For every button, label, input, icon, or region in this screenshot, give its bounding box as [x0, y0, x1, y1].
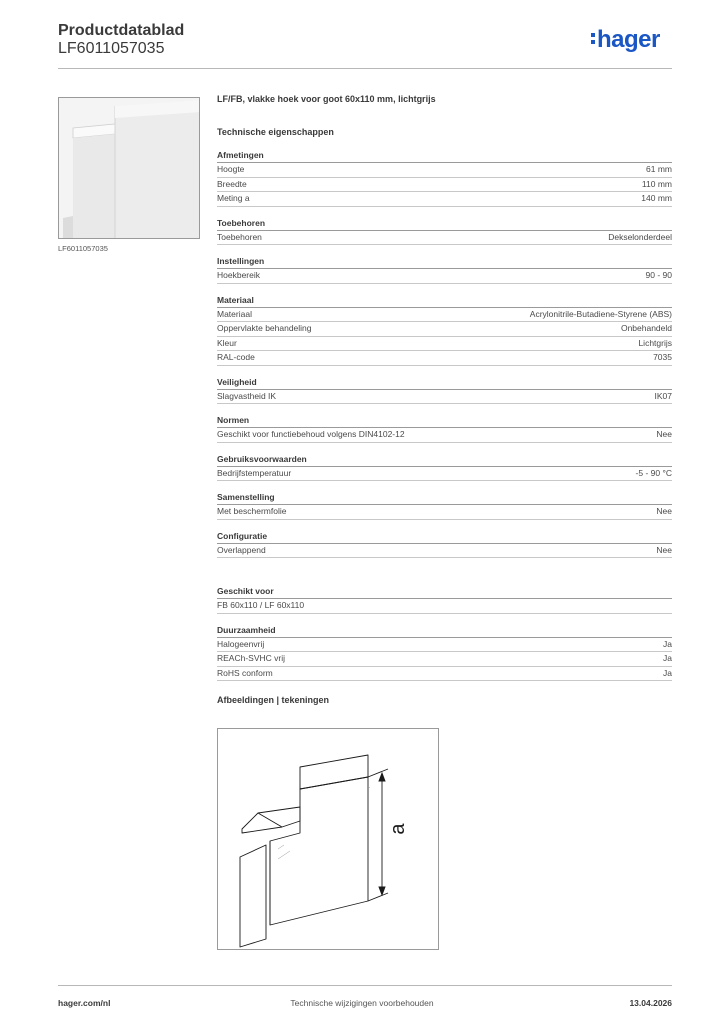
spec-value: Ja [663, 653, 672, 663]
spec-value: Lichtgrijs [638, 337, 672, 348]
corner-drawing-icon [218, 729, 438, 949]
images-heading: Afbeeldingen | tekeningen [217, 695, 330, 705]
spec-value: 7035 [653, 352, 672, 362]
logo-dots-icon [591, 30, 595, 47]
product-description: LF/FB, vlakke hoek voor goot 60x110 mm, lichtgrijs [217, 94, 436, 104]
hager-logo[interactable] [591, 26, 660, 54]
spec-group [217, 294, 672, 366]
spec-value: Ja [663, 638, 672, 649]
footer-website[interactable]: hager.com/nl [58, 998, 111, 1008]
spec-label: Slagvastheid IK [217, 390, 277, 401]
group-title: Afmetingen [217, 149, 672, 163]
spec-groups [217, 149, 672, 558]
spec-value: 61 mm [646, 164, 672, 174]
dimension-label: a [387, 823, 409, 835]
spec-row [217, 599, 672, 614]
spec-group [217, 149, 672, 207]
spec-label: Hoekbereik [217, 270, 260, 280]
spec-label: Materiaal [217, 308, 252, 319]
spec-row [217, 192, 672, 207]
group-title: Geschikt voor [217, 585, 672, 599]
spec-row [217, 428, 672, 443]
group-title: Veiligheid [217, 376, 672, 390]
spec-group [217, 530, 672, 559]
group-title: Instellingen [217, 255, 672, 269]
group-title: Configuratie [217, 530, 672, 544]
logo-text: hager [597, 26, 660, 53]
spec-row [217, 231, 672, 246]
spec-label: Meting a [217, 193, 250, 203]
spec-label: Hoogte [217, 164, 245, 174]
group-suitable [217, 585, 672, 614]
spec-row [217, 544, 672, 559]
spec-group [217, 453, 672, 482]
spec-row [217, 505, 672, 520]
group-title: Duurzaamheid [217, 624, 672, 638]
spec-label: Toebehoren [217, 231, 262, 242]
spec-label: Geschikt voor functiebehoud volgens DIN4102-12 [217, 429, 405, 439]
group-title: Samenstelling [217, 491, 672, 505]
spec-value: 90 - 90 [645, 270, 672, 280]
spec-group [217, 217, 672, 246]
footer-date: 13.04.2026 [629, 998, 672, 1008]
group-title: Materiaal [217, 294, 672, 308]
spec-group [217, 376, 672, 405]
group-title: Toebehoren [217, 217, 672, 231]
spec-value: Nee [656, 429, 672, 439]
spec-value: 110 mm [641, 178, 672, 189]
spec-row [217, 467, 672, 482]
spec-label: Kleur [217, 337, 237, 348]
spec-row [217, 638, 672, 653]
spec-value: -5 - 90 °C [635, 467, 672, 478]
spec-row [217, 178, 672, 193]
spec-value: Dekselonderdeel [608, 231, 672, 242]
spec-row [217, 308, 672, 323]
spec-label: Overlappend [217, 544, 266, 555]
header-title: Productdatablad [58, 22, 185, 39]
spec-row [217, 163, 672, 178]
spec-content [217, 94, 672, 705]
footer-disclaimer: Technische wijzigingen voorbehouden [290, 998, 434, 1008]
spec-label: REACh-SVHC vrij [217, 653, 286, 663]
spec-row [217, 390, 672, 405]
group-durability [217, 624, 672, 682]
spec-row [217, 667, 672, 682]
product-thumbnail [58, 97, 200, 239]
spec-row [217, 351, 672, 366]
spec-value: Acrylonitrile-Butadiene-Styrene (ABS) [529, 308, 672, 319]
spec-value: 140 mm [641, 193, 672, 203]
spec-value: Ja [663, 667, 672, 678]
group-title: Gebruiksvoorwaarden [217, 453, 672, 467]
spec-value: Onbehandeld [620, 323, 672, 333]
spec-group [217, 255, 672, 284]
spec-row [217, 322, 672, 337]
thumbnail-caption: LF6011057035 [58, 244, 108, 253]
spec-value: Nee [656, 544, 672, 555]
spec-label: Halogeenvrij [217, 638, 265, 649]
spec-label: Met beschermfolie [217, 506, 287, 516]
tech-heading: Technische eigenschappen [217, 127, 334, 137]
spec-row [217, 269, 672, 284]
spacer [217, 568, 672, 585]
spec-label: Breedte [217, 178, 247, 189]
product-code: LF6011057035 [58, 40, 165, 57]
spec-value: Nee [656, 506, 672, 516]
group-title: Normen [217, 414, 672, 428]
spec-label: RoHS conform [217, 667, 273, 678]
header-divider [58, 68, 672, 69]
spec-group [217, 414, 672, 443]
technical-drawing [217, 728, 439, 950]
spec-label: Bedrijfstemperatuur [217, 467, 292, 478]
spec-group [217, 491, 672, 520]
spec-label: FB 60x110 / LF 60x110 [217, 600, 305, 610]
spec-row [217, 652, 672, 667]
spec-row [217, 337, 672, 352]
footer-divider [58, 985, 672, 986]
spec-value: IK07 [654, 390, 672, 401]
spec-label: RAL-code [217, 352, 255, 362]
spec-label: Oppervlakte behandeling [217, 323, 312, 333]
product-photo-icon [59, 98, 200, 239]
